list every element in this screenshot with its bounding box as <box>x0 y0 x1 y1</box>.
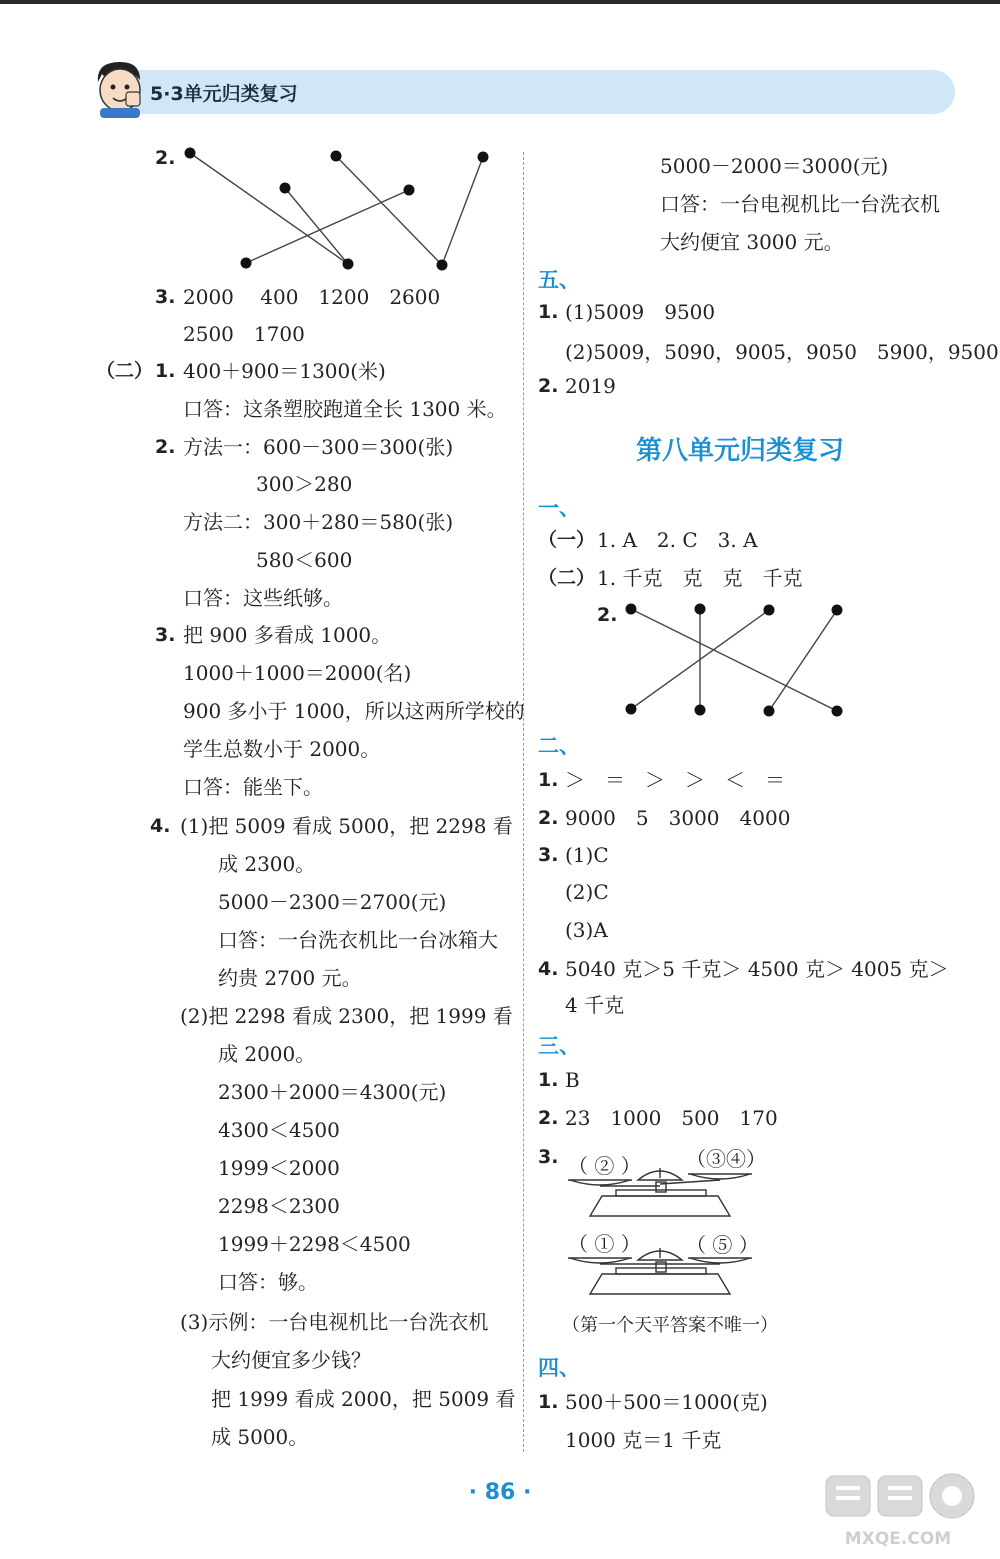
page-number: · 86 · <box>468 1480 532 1505</box>
p4-line7: 成 2000。 <box>218 1042 316 1066</box>
t1: B <box>565 1068 580 1092</box>
q2-label: 2. <box>155 147 176 169</box>
g1-label: （一） <box>538 529 596 551</box>
p3-line2: 1000＋1000＝2000(名) <box>183 661 412 685</box>
p3-line4: 学生总数小于 2000。 <box>183 737 381 761</box>
q3-label: 3. <box>155 286 176 308</box>
match-dot <box>764 605 775 616</box>
t2: 23 1000 500 170 <box>565 1106 778 1130</box>
p4-line5: 约贵 2700 元。 <box>218 966 362 990</box>
match-line <box>769 610 837 711</box>
p3-line1: 把 900 多看成 1000。 <box>183 623 392 647</box>
t3-label: 3. <box>538 1146 559 1168</box>
q3-line1: 2000 400 1200 2600 <box>183 285 441 309</box>
f1-a: 500＋500＝1000(克) <box>565 1390 768 1414</box>
e2-label: 2. <box>538 807 559 829</box>
p2-line1: 方法一：600－300＝300(张) <box>183 435 454 459</box>
q3-line2: 2500 1700 <box>183 322 305 346</box>
g2-2-label: 2. <box>597 604 618 626</box>
match-dot <box>832 605 843 616</box>
e4-b: 4 千克 <box>565 993 625 1017</box>
r-line1: 5000－2000＝3000(元) <box>660 154 889 178</box>
t1-label: 1. <box>538 1069 559 1091</box>
scale-note: （第一个天平答案不唯一） <box>562 1315 778 1336</box>
p4-label: 4. <box>150 815 171 837</box>
balance-scale-icon <box>560 1240 780 1300</box>
match-dot <box>626 604 637 615</box>
scale2-left-label: （ ① ） <box>568 1232 641 1256</box>
s5-2-label: 2. <box>538 375 559 397</box>
watermark-text: MXQE.COM <box>844 1529 952 1549</box>
balance-scale-icon <box>560 1160 780 1220</box>
p4-line15: 大约便宜多少钱？ <box>211 1348 371 1372</box>
p4-line11: 2298＜2300 <box>218 1194 340 1218</box>
watermark-logo <box>808 1470 988 1554</box>
scale1-left-label: （ ② ） <box>568 1154 641 1178</box>
unit-eight-title: 第八单元归类复习 <box>636 436 845 466</box>
p2-label: 2. <box>155 436 176 458</box>
g2-label: （二） <box>538 567 596 589</box>
p4-line2: 成 2300。 <box>218 852 316 876</box>
match-dot <box>695 705 706 716</box>
s5-1-a: (1)5009 9500 <box>565 300 716 324</box>
p4-line1: (1)把 5009 看成 5000，把 2298 看 <box>180 814 513 838</box>
e4-a: 5040 克＞5 千克＞ 4500 克＞ 4005 克＞ <box>565 957 949 981</box>
section-three-heading: 三、 <box>538 1034 580 1058</box>
section-one-heading: 一、 <box>538 496 580 520</box>
match-dot <box>695 604 706 615</box>
section-five-heading: 五、 <box>538 268 580 292</box>
p3-line3: 900 多小于 1000，所以这两所学校的 <box>183 699 525 723</box>
p4-line3: 5000－2300＝2700(元) <box>218 890 447 914</box>
s5-1-b: (2)5009，5090，9005，9050 5900，9500 <box>565 340 999 364</box>
r-line3: 大约便宜 3000 元。 <box>660 230 844 254</box>
p1-line2: 口答：这条塑胶跑道全长 1300 米。 <box>183 397 507 421</box>
e3-b: (2)C <box>565 880 609 904</box>
p2-line3: 方法二：300＋280＝580(张) <box>183 510 454 534</box>
e3-c: (3)A <box>565 918 608 942</box>
s5-2: 2019 <box>565 374 616 398</box>
part2-label: （二） <box>96 360 154 382</box>
p4-line12: 1999＋2298＜4500 <box>218 1232 411 1256</box>
scale1-right-label: （③④） <box>686 1147 766 1171</box>
f1-label: 1. <box>538 1391 559 1413</box>
s5-1-label: 1. <box>538 301 559 323</box>
e3-a: (1)C <box>565 843 609 867</box>
match-dot <box>832 706 843 717</box>
p4-line14: (3)示例：一台电视机比一台洗衣机 <box>180 1310 489 1334</box>
e1-label: 1. <box>538 769 559 791</box>
p4-line10: 1999＜2000 <box>218 1156 340 1180</box>
p2-line2: 300＞280 <box>256 472 353 496</box>
e2: 9000 5 3000 4000 <box>565 806 791 830</box>
r-line2: 口答：一台电视机比一台洗衣机 <box>660 192 940 216</box>
p4-line6: (2)把 2298 看成 2300，把 1999 看 <box>180 1004 513 1028</box>
scale2-right-label: （ ⑤ ） <box>686 1233 759 1257</box>
t2-label: 2. <box>538 1107 559 1129</box>
p4-line17: 成 5000。 <box>211 1425 309 1449</box>
p1-line1: 400＋900＝1300(米) <box>183 359 386 383</box>
f1-b: 1000 克＝1 千克 <box>565 1428 722 1452</box>
p4-line13: 口答：够。 <box>218 1270 318 1294</box>
e1: ＞ ＝ ＞ ＞ ＜ ＝ <box>565 768 785 792</box>
p2-line4: 580＜600 <box>256 548 353 572</box>
p2-line5: 口答：这些纸够。 <box>183 586 343 610</box>
p4-line16: 把 1999 看成 2000，把 5009 看 <box>211 1387 516 1411</box>
p3-line5: 口答：能坐下。 <box>183 775 323 799</box>
section-two-heading: 二、 <box>538 734 580 758</box>
p4-line9: 4300＜4500 <box>218 1118 340 1142</box>
match-dot <box>626 704 637 715</box>
p1-label: 1. <box>155 360 176 382</box>
p3-label: 3. <box>155 624 176 646</box>
e3-label: 3. <box>538 844 559 866</box>
p4-line8: 2300＋2000＝4300(元) <box>218 1080 447 1104</box>
g2-1: 1. 千克 克 克 千克 <box>597 566 803 590</box>
p4-line4: 口答：一台洗衣机比一台冰箱大 <box>218 928 498 952</box>
g1-content: 1. A 2. C 3. A <box>597 528 758 552</box>
section-four-heading: 四、 <box>538 1356 580 1380</box>
header-title: 5·3单元归类复习 <box>150 83 298 105</box>
match-dot <box>764 706 775 717</box>
e4-label: 4. <box>538 958 559 980</box>
match-line <box>631 609 837 711</box>
